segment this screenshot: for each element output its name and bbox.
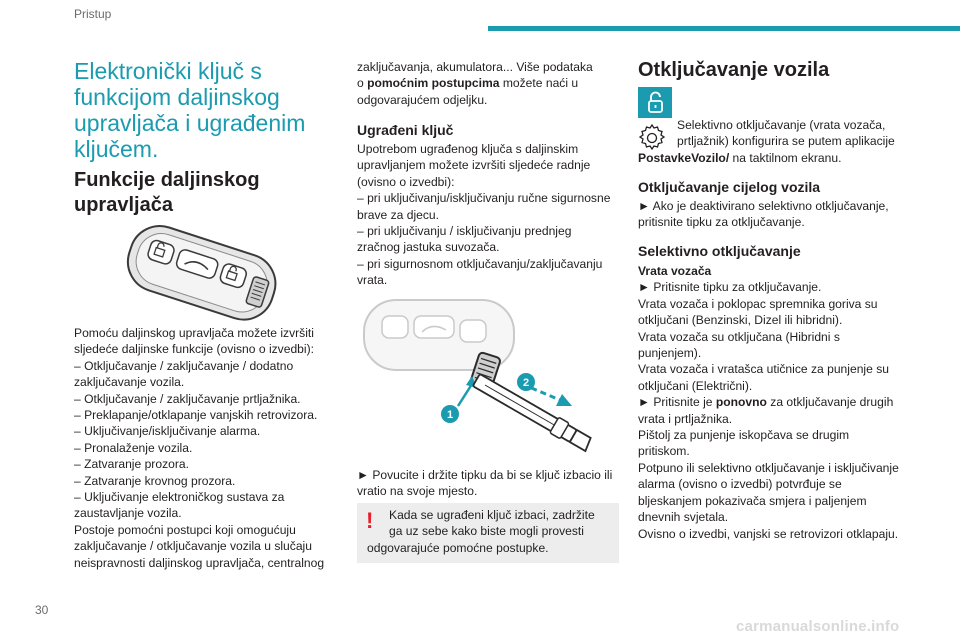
warning-note-text bbox=[367, 507, 617, 556]
text-line: Vrata vozača su otključana (Hibridni s bbox=[638, 329, 840, 344]
text-line: bljeskanjem pokazivača smjera i paljenjem bbox=[638, 493, 867, 508]
selective-unlock-config-text bbox=[638, 117, 902, 166]
title-line: funkcijom daljinskog bbox=[74, 84, 280, 110]
bold-label: Vrata vozača bbox=[638, 264, 712, 278]
page-number: 30 bbox=[35, 603, 49, 617]
text-line: otključani (Benzinski, Dizel ili hibridni). bbox=[638, 313, 843, 328]
warning-exclamation-icon: ! bbox=[366, 508, 374, 533]
padlock-open-icon bbox=[638, 87, 672, 118]
text-fragment: na taktilnom ekranu. bbox=[729, 150, 842, 165]
watermark: carmanualsonline.info bbox=[736, 618, 900, 635]
heading-integrated-key: Ugrađeni ključ bbox=[357, 122, 454, 138]
callout-2-label: 2 bbox=[522, 377, 530, 389]
auxiliary-procedures-link: pomoćnim postupcima bbox=[367, 76, 500, 91]
text-line: Kada se ugrađeni ključ izbaci, zadržite bbox=[389, 508, 595, 522]
remote-key-fob-illustration bbox=[112, 222, 292, 328]
list-item: – pri uključivanju/isključivanju ručne sigurnosne bbox=[357, 191, 611, 206]
text-line: ► Ako je deaktivirano selektivno otključavanje, bbox=[638, 199, 889, 213]
title-line: Elektronički ključ s bbox=[74, 58, 262, 84]
unlock-entire-vehicle-text bbox=[638, 198, 902, 231]
text-line: dnevnih svjetala. bbox=[638, 510, 729, 525]
auxiliary-procedures-text bbox=[357, 59, 619, 108]
unlock-padlock-icon bbox=[638, 87, 672, 118]
header-accent-bar bbox=[488, 26, 960, 31]
text-line: ► Pritisnite tipku za otključavanje. bbox=[638, 280, 822, 295]
text-line: zaustavljanje vozila. bbox=[74, 506, 182, 521]
emphasis-again: ponovno bbox=[715, 395, 767, 410]
text-line bbox=[638, 394, 902, 410]
text-line: zaključavanje / otključavanje vozila u slučaju bbox=[74, 539, 312, 554]
text-line: ga uz sebe kako biste mogli provesti bbox=[389, 524, 584, 539]
remote-functions-body bbox=[74, 325, 336, 571]
text-line: upravljanjem možete izvršiti sljedeće radnje bbox=[357, 158, 591, 173]
integrated-key-diagram bbox=[360, 296, 610, 456]
text-line: Potpuno ili selektivno otključavanje i isključivanje bbox=[638, 460, 899, 475]
text-line: pritisnite tipku za otključavanje. bbox=[638, 215, 805, 230]
heading-remote-functions bbox=[74, 168, 260, 218]
text-line: prtljažnik) konfigurira se putem aplikacije bbox=[677, 134, 895, 149]
text-fragment: ► Pritisnite je bbox=[638, 395, 716, 410]
heading-unlocking-vehicle: Otključavanje vozila bbox=[638, 59, 830, 81]
heading-selective-unlocking: Selektivno otključavanje bbox=[638, 243, 801, 259]
running-header: Pristup bbox=[74, 7, 112, 21]
text-line: brave za djecu. bbox=[357, 207, 440, 222]
text-line: zračnog jastuka suvozača. bbox=[357, 240, 500, 255]
list-item: – Pronalaženje vozila. bbox=[74, 440, 193, 455]
list-item: – Otključavanje / zaključavanje prtljažnika. bbox=[74, 391, 301, 406]
app-name-vehicle-settings: PostavkeVozilo/ bbox=[638, 150, 730, 165]
text-line: Vrata vozača i poklopac spremnika goriva su bbox=[638, 296, 878, 311]
list-item: – Uključivanje elektroničkog sustava za bbox=[74, 490, 285, 505]
text-fragment: o bbox=[357, 76, 368, 91]
text-line: zaključavanje vozila. bbox=[74, 375, 185, 390]
text-line: Upotrebom ugrađenog ključa s daljinskim bbox=[357, 142, 579, 156]
text-line: sljedeće daljinske funkcije (ovisno o izvedbi): bbox=[74, 342, 314, 357]
callout-1-label: 1 bbox=[446, 409, 454, 421]
list-item: – Zatvaranje prozora. bbox=[74, 457, 189, 472]
text-line: otključani (Električni). bbox=[638, 378, 753, 393]
list-item: – pri uključivanju / isključivanju prednjeg bbox=[357, 224, 572, 239]
text-fragment: za otključavanje drugih bbox=[766, 395, 894, 410]
text-line: pritiskom. bbox=[638, 444, 690, 459]
text-line: vratio na svoje mjesto. bbox=[357, 484, 478, 499]
text-line: neispravnosti daljinskog upravljača, centralnog bbox=[74, 555, 325, 570]
text-line: Postoje pomoćni postupci koji omogućuju bbox=[74, 522, 296, 537]
list-item: – Otključavanje / zaključavanje / dodatno bbox=[74, 358, 294, 373]
selective-unlocking-body bbox=[638, 263, 902, 542]
text-line: Pištolj za punjenje iskopčava se drugim bbox=[638, 428, 850, 443]
eject-key-instruction bbox=[357, 467, 619, 500]
section-title bbox=[74, 58, 334, 162]
text-line: alarma (ovisno o izvedbi) potvrđuje se bbox=[638, 477, 842, 492]
text-line: odgovarajuće pomoćne postupke. bbox=[367, 540, 549, 555]
text-line: zaključavanja, akumulatora... Više podataka bbox=[357, 60, 593, 74]
text-line: punjenjem). bbox=[638, 346, 702, 361]
text-line: ► Povucite i držite tipku da bi se ključ izbacio ili bbox=[357, 468, 613, 482]
text-line: Ovisno o izvedbi, vanjski se retrovizori otklapaju. bbox=[638, 526, 899, 541]
list-item: – pri sigurnosnom otključavanju/zaključavanju bbox=[357, 256, 603, 271]
heading-line: Funkcije daljinskog bbox=[74, 169, 260, 191]
text-line: Vrata vozača i vratašca utičnice za punjenje su bbox=[638, 362, 889, 377]
text-line: vrata. bbox=[357, 273, 388, 288]
text-line bbox=[638, 150, 902, 166]
text-line: vrata i prtljažnika. bbox=[638, 411, 733, 426]
text-line: Pomoću daljinskog upravljača možete izvršiti bbox=[74, 326, 314, 340]
title-line: ključem. bbox=[74, 136, 159, 162]
text-line: Selektivno otključavanje (vrata vozača, bbox=[677, 118, 886, 132]
driver-door-label bbox=[638, 263, 902, 279]
list-item: – Preklapanje/otklapanje vanjskih retrovizora. bbox=[74, 408, 318, 423]
heading-line: upravljača bbox=[74, 194, 173, 216]
list-item: – Zatvaranje krovnog prozora. bbox=[74, 473, 236, 488]
text-fragment: možete naći u bbox=[499, 76, 579, 91]
heading-unlock-entire-vehicle: Otključavanje cijelog vozila bbox=[638, 179, 821, 195]
title-line: upravljača i ugrađenim bbox=[74, 110, 306, 136]
list-item: – Uključivanje/isključivanje alarma. bbox=[74, 424, 261, 439]
text-line: odgovarajućem odjeljku. bbox=[357, 92, 488, 107]
text-line bbox=[357, 75, 619, 91]
integrated-key-body bbox=[357, 141, 619, 289]
text-line: (ovisno o izvedbi): bbox=[357, 174, 455, 189]
